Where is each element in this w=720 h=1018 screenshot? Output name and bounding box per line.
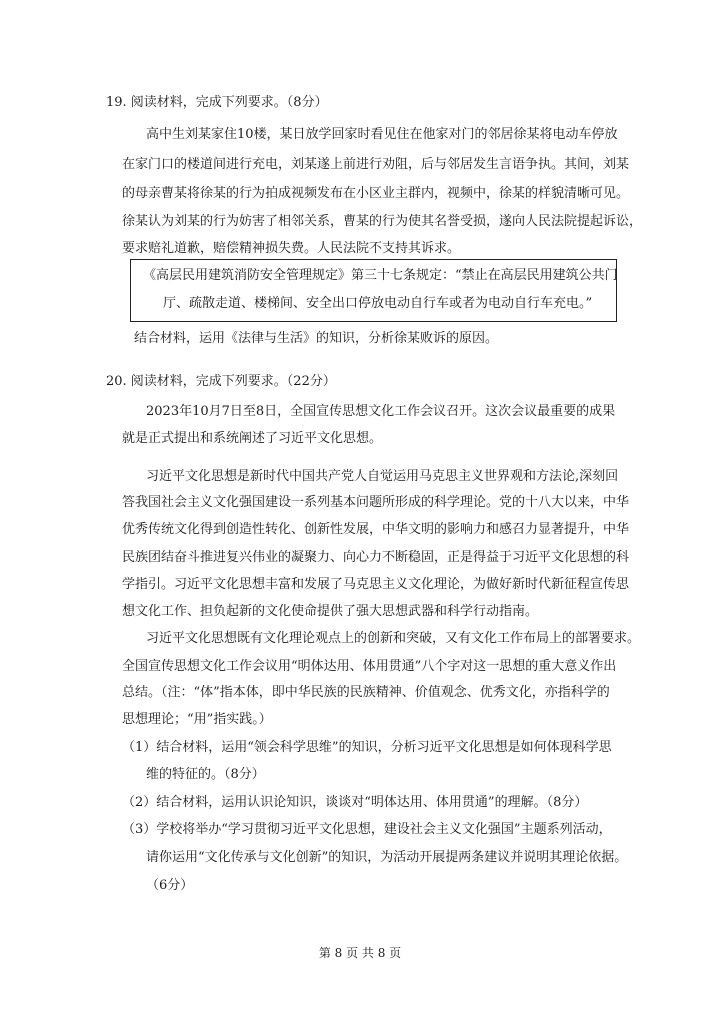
regulation-line: 厅、疏散走道、楼梯间、安全出口停放电动自行车或者为电动自行车充电。” [163, 296, 593, 311]
q20-sub1: （1）结合材料，运用“领会科学思维”的知识，分析习近平文化思想是如何体现科学思 [122, 740, 612, 755]
q20-p3-line: 全国宣传思想文化工作会议用“明体达用、体用贯通”八个字对这一思想的重大意义作出 [122, 659, 617, 674]
q20-sub2: （2）结合材料，运用认识论知识，谈谈对“明体达用、体用贯通”的理解。（8分） [122, 795, 588, 810]
regulation-box [130, 259, 617, 322]
q20-title: 20. 阅读材料，完成下列要求。（22分） [106, 374, 336, 389]
q20-p2-line: 习近平文化思想是新时代中国共产党人自觉运用马克思主义世界观和方法论,深刻回 [146, 469, 619, 484]
q20-p2-line: 学指引。习近平文化思想丰富和发展了马克思主义文化理论，为做好新时代新征程宣传思 [122, 577, 630, 592]
q20-sub1-cont: 维的特征的。（8分） [146, 767, 265, 782]
q20-sub3: （3）学校将举办“学习贯彻习近平文化思想，建设社会主义文化强国”主题系列活动， [122, 822, 612, 837]
q20-p3-line: 思想理论；“用”指实践。） [122, 712, 272, 727]
q19-material-line: 徐某认为刘某的行为妨害了相邻关系，曹某的行为使其名誉受损，遂向人民法院提起诉讼， [122, 214, 643, 229]
q19-material-line: 在家门口的楼道间进行充电，刘某遂上前进行劝阻，后与邻居发生言语争执。其间，刘某 [122, 157, 630, 172]
page-footer: 第 8 页 共 8 页 [318, 946, 402, 960]
q20-p1-line: 就是正式提出和系统阐述了习近平文化思想。 [122, 431, 383, 446]
q20-sub3-cont: （6分） [146, 878, 194, 893]
q19-material-line: 高中生刘某家住10楼，某日放学回家时看见住在他家对门的邻居徐某将电动车停放 [146, 127, 618, 142]
q20-p1-line: 2023年10月7日至8日，全国宣传思想文化工作会议召开。这次会议最重要的成果 [146, 404, 616, 419]
q20-p3-line: 习近平文化思想既有文化理论观点上的创新和突破，又有文化工作布局上的部署要求。 [146, 631, 641, 646]
q19-task: 结合材料，运用《法律与生活》的知识，分析徐某败诉的原因。 [134, 331, 499, 346]
regulation-line: 《高层民用建筑消防安全管理规定》第三十七条规定：“禁止在高层民用建筑公共门 [143, 268, 618, 283]
q19-title: 19. 阅读材料，完成下列要求。（8分） [106, 95, 328, 110]
q20-p2-line: 答我国社会主义文化强国建设一系列基本问题所形成的科学理论。党的十八大以来，中华 [122, 495, 630, 510]
q20-p2-line: 优秀传统文化得到创造性转化、创新性发展，中华文明的影响力和感召力显著提升，中华 [122, 522, 630, 537]
q19-material-line: 的母亲曹某将徐某的行为拍成视频发布在小区业主群内，视频中，徐某的样貌清晰可见。 [122, 186, 630, 201]
q19-material-line: 要求赔礼道歉，赔偿精神损失费。人民法院不支持其诉求。 [122, 241, 461, 256]
q20-sub3-cont: 请你运用“文化传承与文化创新”的知识，为活动开展提两条建议并说明其理论依据。 [146, 850, 628, 865]
q20-p3-line: 总结。（注：“体”指本体，即中华民族的民族精神、价值观念、优秀文化，亦指科学的 [122, 685, 610, 700]
q20-p2-line: 想文化工作、担负起新的文化使命提供了强大思想武器和科学行动指南。 [122, 604, 539, 619]
q20-p2-line: 民族团结奋斗推进复兴伟业的凝聚力、向心力不断稳固，正是得益于习近平文化思想的科 [122, 550, 630, 565]
